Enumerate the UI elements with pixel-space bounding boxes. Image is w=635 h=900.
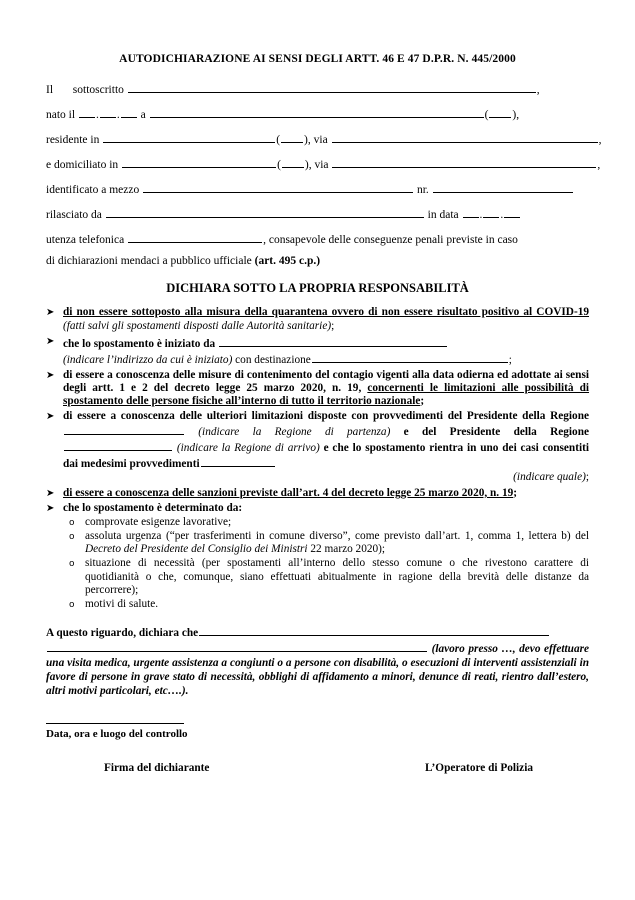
decl-1-italic: (fatti salvi gli spostamenti disposti dalle Autorità sanitarie) — [63, 319, 332, 332]
input-indirizzo-partenza[interactable] — [219, 335, 447, 347]
declarations-list — [46, 306, 589, 611]
decl-1-bold: di non essere sottoposto alla misura della quarantena ovvero di non essere risultato positivo al COVID-19 — [63, 306, 589, 319]
list-item — [46, 487, 589, 501]
input-nato-anno[interactable] — [121, 106, 137, 118]
paren-close-2: ), via — [304, 133, 328, 146]
paren-close-3: ), via — [304, 158, 329, 171]
decl-4-i1: (indicare la Regione di partenza) — [198, 426, 391, 439]
decl-2-italic: (indicare l’indirizzo da cui è iniziato) — [63, 353, 233, 366]
input-nato-giorno[interactable] — [79, 106, 95, 118]
form-line-identificato — [46, 181, 589, 197]
input-domicilio-provincia[interactable] — [282, 156, 304, 168]
decl-3-a: di essere a conoscenza delle misure di contenimento del contagio vigenti alla data odierna ed adottate ai sensi degli artt. 1 e 2 del decreto legge 25 marzo 2020, n. 19, — [63, 368, 589, 394]
paren-open-2: ( — [276, 133, 281, 146]
motivo-necessita: situazione di necessità (per spostamenti all’interno dello stesso comune o che rivestono carattere di quotidianità o che, comunque, siano effettuati abitualmente in ragione della brevità delle distanze da percorrere); — [85, 557, 589, 596]
dot-1: . — [95, 108, 99, 121]
input-residente-provincia[interactable] — [281, 131, 303, 143]
input-indirizzo-destinazione[interactable] — [312, 351, 508, 363]
decl-2-end: ; — [508, 353, 512, 366]
input-nato-mese[interactable] — [100, 106, 116, 118]
input-caso-consentito[interactable] — [201, 455, 275, 467]
closing-line-1 — [46, 624, 589, 640]
input-documento-tipo[interactable] — [143, 181, 413, 193]
text-consapevole: , consapevole delle conseguenze penali previste in caso — [263, 233, 518, 246]
list-item — [46, 369, 589, 408]
form-line-rilasciato — [46, 206, 589, 222]
decl-5-a: di essere a conoscenza delle sanzioni previste dall’art. 4 del decreto legge 25 marzo 2020, n. 19 — [63, 486, 514, 499]
arrow-bullet-icon: ➤ — [46, 307, 55, 319]
paren-open-3: ( — [277, 158, 281, 171]
arrow-bullet-icon: ➤ — [46, 503, 55, 515]
signature-area — [46, 722, 589, 774]
paren-open-1: ( — [484, 108, 489, 121]
decl-6: che lo spostamento è determinato da: — [63, 502, 243, 515]
input-rilascio-mese[interactable] — [483, 206, 499, 218]
label-data-ora-luogo: Data, ora e luogo del controllo — [46, 727, 188, 740]
input-nato-provincia[interactable] — [489, 106, 511, 118]
dot-2: . — [116, 108, 120, 121]
circle-bullet-icon: o — [69, 599, 75, 610]
paren-close-1: ), — [512, 108, 520, 121]
form-line-mendaci — [46, 256, 589, 268]
list-item — [63, 598, 589, 611]
form-line-nato — [46, 106, 589, 122]
decl-4-i2: (indicare la Regione di arrivo) — [176, 442, 320, 455]
declaration-ulteriori-limitazioni — [63, 410, 589, 484]
signature-row — [46, 762, 589, 774]
label-a: a — [140, 108, 146, 121]
decl-3-b: concernenti le limitazioni alle possibilità di spostamento delle persone fisiche all’interno di tutto il territorio nazionale — [63, 381, 590, 407]
input-regione-partenza[interactable] — [64, 423, 184, 435]
label-sottoscritto: sottoscritto — [72, 83, 124, 96]
closing-italic-tail: (lavoro presso …, devo effettuare una visita medica, urgente assistenza a congiunti o a persone con disabilità, o esecuzioni di interventi assistenziali in favore di persone in grave stato di necessità, obblighi di affidamento a minori, denunce di reati, rientro dall’estero, altri motivi particolari, etc….). — [46, 642, 590, 697]
input-rilasciato-da[interactable] — [106, 206, 424, 218]
label-identificato-a-mezzo: identificato a mezzo — [46, 183, 140, 196]
decl-4-a: di essere a conoscenza delle ulteriori limitazioni disposte con provvedimenti — [63, 410, 444, 423]
label-operatore-polizia: L’Operatore di Polizia — [425, 761, 533, 774]
input-data-ora-luogo[interactable] — [46, 722, 184, 724]
label-firma-dichiarante: Firma del dichiarante — [104, 761, 210, 774]
text-dichiarazioni-mendaci: di dichiarazioni mendaci a pubblico ufficiale — [46, 254, 252, 267]
motivo-urgenza — [85, 530, 589, 556]
declaration-motivo-spostamento — [63, 502, 589, 612]
input-residente-via[interactable] — [332, 131, 598, 143]
decl-1-end: ; — [331, 319, 335, 332]
form-line-sottoscritto — [46, 81, 589, 97]
input-regione-arrivo[interactable] — [64, 439, 172, 451]
input-rilascio-anno[interactable] — [504, 206, 520, 218]
declaration-spostamento-iniziato — [63, 335, 589, 367]
closing-line-2 — [46, 640, 589, 698]
declaration-quarantena — [63, 306, 589, 332]
input-domicilio-comune[interactable] — [122, 156, 276, 168]
list-item — [46, 335, 589, 367]
input-sottoscritto[interactable] — [128, 81, 536, 93]
decl-4-i3: (indicare quale) — [513, 471, 586, 484]
input-nato-luogo[interactable] — [150, 106, 484, 118]
input-residente-comune[interactable] — [103, 131, 275, 143]
input-dichiarazione-motivo-2[interactable] — [47, 640, 427, 652]
decl-4-end: ; — [585, 471, 589, 484]
label-domiciliato-in: e domiciliato in — [46, 158, 119, 171]
motivo-urgenza-a: assoluta urgenza (“per trasferimenti in comune diverso”, come previsto dall’art. 1, comma 1, lettera b) del — [85, 530, 589, 543]
arrow-bullet-icon: ➤ — [46, 335, 55, 347]
input-utenza-telefonica[interactable] — [128, 231, 262, 243]
input-dichiarazione-motivo[interactable] — [199, 624, 549, 636]
label-rilasciato-da: rilasciato da — [46, 208, 102, 221]
page-title: AUTODICHIARAZIONE AI SENSI DEGLI ARTT. 46 E 47 D.P.R. N. 445/2000 — [119, 53, 516, 65]
closing-statement — [46, 624, 589, 698]
comma-2: , — [598, 133, 602, 146]
motivo-urgenza-italic: Decreto del Presidente del Consiglio dei Ministri — [85, 543, 308, 556]
dot-4: . — [500, 208, 504, 221]
label-in-data: in data — [427, 208, 459, 221]
list-item — [63, 530, 589, 556]
label-nato-il: nato il — [46, 108, 76, 121]
list-item — [46, 502, 589, 612]
arrow-bullet-icon: ➤ — [46, 369, 55, 381]
circle-bullet-icon: o — [69, 559, 75, 570]
form-line-residente — [46, 131, 602, 147]
circle-bullet-icon: o — [69, 518, 75, 529]
declaration-misure-contenimento — [63, 369, 589, 408]
dot-3: . — [479, 208, 483, 221]
form-line-domiciliato — [46, 156, 601, 172]
arrow-bullet-icon: ➤ — [46, 487, 55, 499]
list-item — [63, 516, 589, 529]
comma-3: , — [597, 158, 601, 171]
label-il: Il — [46, 83, 54, 96]
closing-lead: A questo riguardo, dichiara che — [46, 626, 199, 639]
declaration-sanzioni — [63, 487, 589, 500]
circle-bullet-icon: o — [69, 532, 75, 543]
input-domicilio-via[interactable] — [332, 156, 596, 168]
comma-1: , — [536, 83, 540, 96]
arrow-bullet-icon: ➤ — [46, 411, 55, 423]
decl-2-bold: che lo spostamento è iniziato da — [63, 337, 216, 350]
decl-2-rest: con destinazione — [235, 353, 311, 366]
motivi-list — [63, 516, 589, 611]
label-utenza-telefonica: utenza telefonica — [46, 233, 125, 246]
decl-4-b: del Presidente della Regione — [447, 410, 590, 423]
decl-4-c: e del Presidente della Regione — [403, 426, 589, 439]
motivo-salute: motivi di salute. — [85, 597, 159, 610]
motivo-lavoro: comprovate esigenze lavorative; — [85, 516, 232, 529]
input-rilascio-giorno[interactable] — [463, 206, 479, 218]
list-item — [46, 306, 589, 332]
motivo-urgenza-b: 22 marzo 2020); — [310, 543, 386, 556]
section-title-dichiara: DICHIARA SOTTO LA PROPRIA RESPONSABILITÀ — [166, 281, 469, 296]
text-art-495: (art. 495 c.p.) — [254, 254, 321, 267]
list-item — [46, 410, 589, 484]
personal-data-form — [46, 81, 602, 268]
list-item — [63, 557, 589, 596]
input-documento-numero[interactable] — [433, 181, 573, 193]
decl-4-d: e che lo spostamento rientra in uno dei casi consentiti dai medesimi provvedimenti — [63, 442, 590, 471]
label-nr: nr. — [416, 183, 429, 196]
label-residente-in: residente in — [46, 133, 100, 146]
decl-3-end: ; — [420, 395, 425, 407]
form-line-utenza — [46, 231, 589, 247]
decl-5-end: ; — [513, 486, 518, 499]
